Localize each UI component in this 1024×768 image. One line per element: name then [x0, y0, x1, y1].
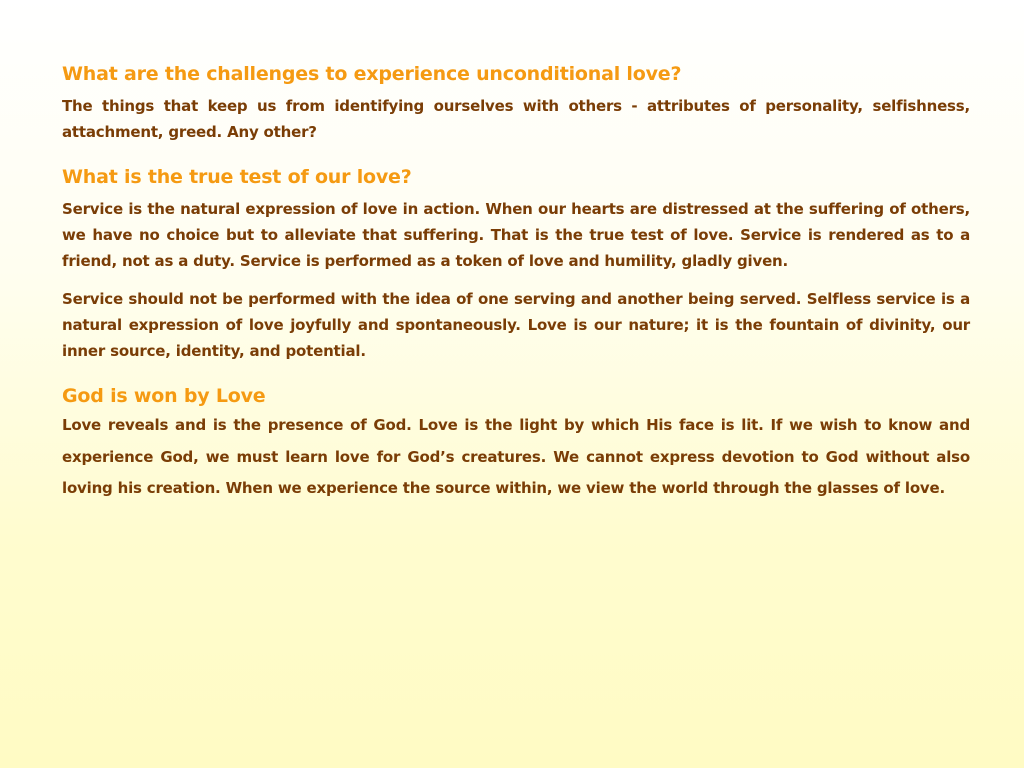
section-heading-challenges: What are the challenges to experience unconditional love?: [62, 63, 682, 85]
section-paragraph-service: Service is the natural expression of love in action. When our hearts are distressed at the suffering of others, we have no choice but to alleviate that suffering. That is the true test of love. Service is rendered as to a friend, not as a duty. Service is performed as a token of love and humility, gladly given.: [62, 200, 970, 270]
section-paragraph-love-reveals: Love reveals and is the presence of God. Love is the light by which His face is lit. If we wish to know and experience God, we must learn love for God’s creatures. We cannot express devotion to God without also loving his creation. When we experience the source within, we view the world through the glasses of love.: [62, 416, 970, 497]
slide-content: [62, 60, 970, 505]
section-heading-true-test: What is the true test of our love?: [62, 166, 412, 188]
section-paragraph-challenges: The things that keep us from identifying ourselves with others - attributes of personality, selfishness, attachment, greed. Any other?: [62, 97, 970, 141]
section-paragraph-selfless-service: Service should not be performed with the idea of one serving and another being served. Selfless service is a natural expression of love joyfully and spontaneously. Love is our nature; it is the fountain of divinity, our inner source, identity, and potential.: [62, 290, 970, 360]
section-heading-god-won-by-love: God is won by Love: [62, 385, 266, 407]
